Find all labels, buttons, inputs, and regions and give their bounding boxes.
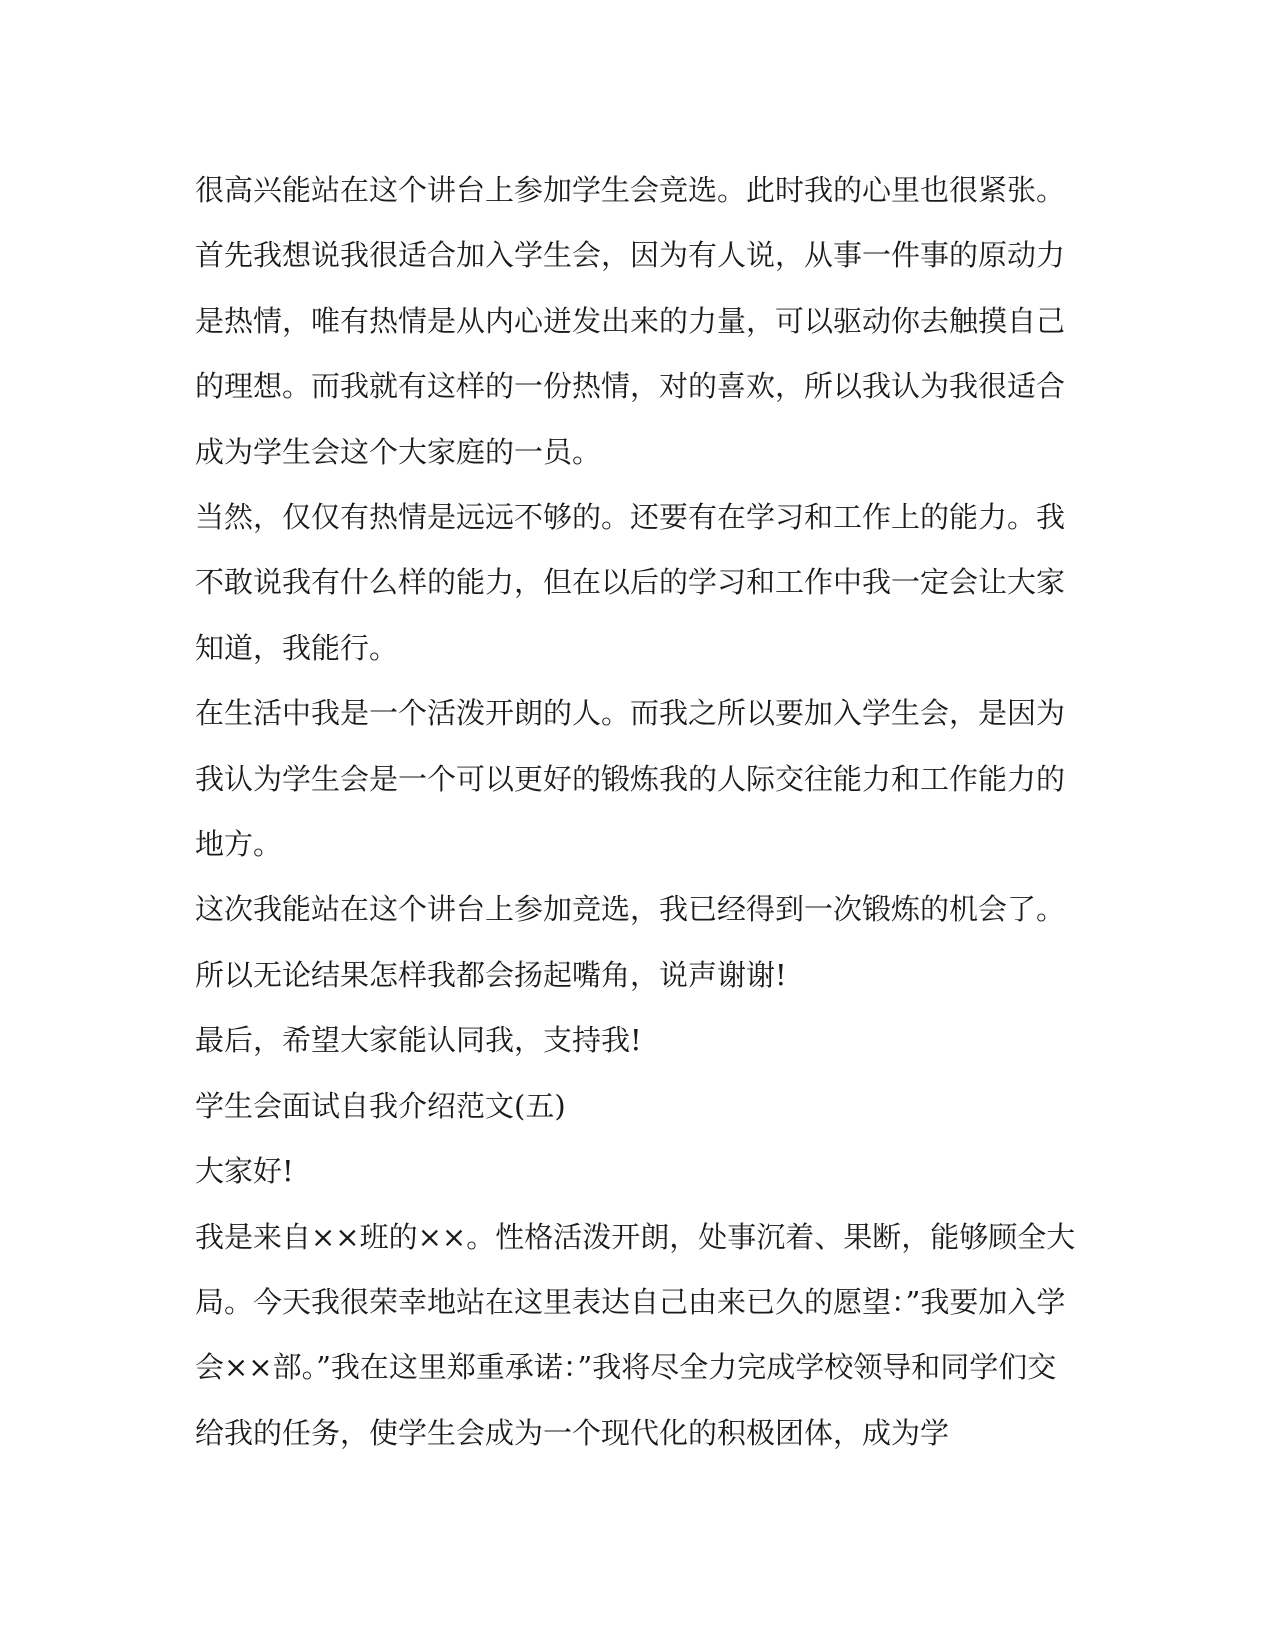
paragraph-enthusiasm: 首先我想说我很适合加入学生会，因为有人说，从事一件事的原动力是热情，唯有热情是从内心迸发出来的力量，可以驱动你去触摸自己的理想。而我就有这样的一份热情，对的喜欢，所以我认为我很适合成为学生会这个大家庭的一员。: [195, 238, 1066, 469]
paragraph-opening: 很高兴能站在这个讲台上参加学生会竞选。此时我的心里也很紧张。: [195, 173, 1066, 207]
paragraph-ability: 当然，仅仅有热情是远远不够的。还要有在学习和工作上的能力。我不敢说我有什么样的能力，但在以后的学习和工作中我一定会让大家知道，我能行。: [195, 500, 1066, 665]
paragraph-closing: 最后，希望大家能认同我，支持我!: [195, 1023, 642, 1058]
paragraph-opportunity: 这次我能站在这个讲台上参加竞选，我已经得到一次锻炼的机会了。所以无论结果怎样我都会扬起嘴角，说声谢谢!: [195, 892, 1066, 992]
section-heading: 学生会面试自我介绍范文(五): [195, 1088, 566, 1123]
paragraph-introduction: 我是来自××班的××。性格活泼开朗，处事沉着、果断，能够顾全大局。今天我很荣幸地站在这里表达自己由来已久的愿望：”我要加入学会××部。”我在这里郑重承诺：”我将尽全力完成学校领导和同学们交给我的任务，使学生会成为一个现代化的积极团体，成为学: [195, 1219, 1076, 1450]
document-body: [195, 158, 1080, 1466]
paragraph-personality: 在生活中我是一个活泼开朗的人。而我之所以要加入学生会，是因为我认为学生会是一个可以更好的锻炼我的人际交往能力和工作能力的地方。: [195, 696, 1066, 862]
paragraph-greeting: 大家好!: [195, 1154, 294, 1189]
